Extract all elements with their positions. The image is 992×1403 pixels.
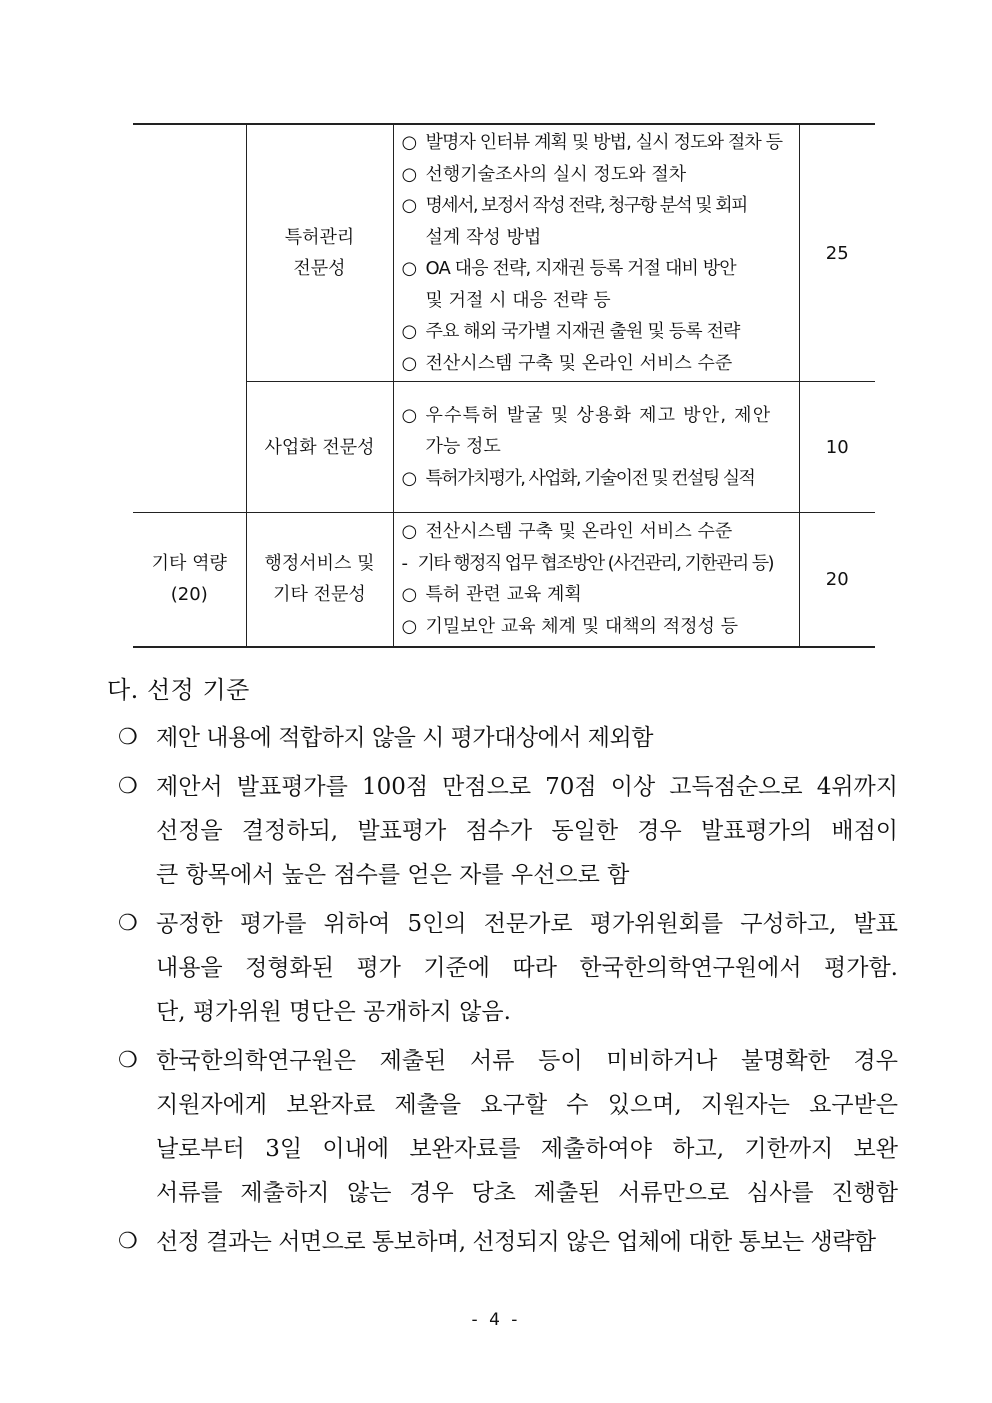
detail-line: ○ 주요 해외 국가별 지재권 출원 및 등록 전략 (402, 316, 793, 348)
list-item-text: 단, 평가위원 명단은 공개하지 않음. (156, 999, 511, 1025)
detail-line: ○ 우수특허 발굴 및 상용화 제고 방안, 제안 (402, 400, 793, 432)
list-item (118, 765, 898, 897)
list-item-text: 서류를 제출하지 않는 경우 당초 제출된 서류만으로 심사를 진행함 (156, 1180, 898, 1206)
circle-bullet-icon: ○ (401, 321, 417, 342)
detail-line: ○ 기밀보안 교육 체계 및 대책의 적정성 등 (402, 611, 793, 643)
item-cell (246, 382, 393, 513)
circle-bullet-icon: ○ (401, 521, 418, 543)
area-cell (133, 124, 246, 513)
detail-line: ○ 전산시스템 구축 및 온라인 서비스 수준 (402, 516, 793, 548)
page-number: - 4 - (471, 1310, 521, 1330)
area-cell (133, 513, 246, 647)
detail-cell (393, 513, 799, 647)
item-label: 기타 전문성 (273, 584, 366, 606)
item-label: 행정서비스 및 (264, 553, 375, 575)
item-cell (246, 124, 393, 382)
section-title: 다. 선정 기준 (107, 676, 250, 704)
evaluation-table (133, 123, 875, 648)
list-item-text: 지원자에게 보완자료 제출을 요구할 수 있으며, 지원자는 요구받은 (156, 1092, 898, 1118)
item-cell (246, 513, 393, 647)
detail-line-continuation: 가능 정도 (425, 436, 501, 458)
item-label: 특허관리 (284, 227, 355, 248)
list-item-text: 큰 항목에서 높은 점수를 얻은 자를 우선으로 함 (156, 862, 630, 888)
detail-line: - 기타 행정직 업무 협조방안 (사건관리, 기한관리 등) (402, 548, 793, 580)
list-item-text: 선정 결과는 서면으로 통보하며, 선정되지 않은 업체에 대한 통보는 생략함 (156, 1229, 876, 1255)
list-item-text: 한국한의학연구원은 제출된 서류 등이 미비하거나 불명확한 경우 (156, 1048, 898, 1074)
detail-line-continuation: 설계 작성 방법 (425, 226, 542, 248)
area-label: 기타 역량 (151, 553, 227, 575)
circle-bullet-icon: ○ (401, 615, 418, 637)
score-cell: 20 (799, 513, 875, 647)
circle-bullet-icon: ○ (401, 258, 417, 279)
circle-bullet-icon: ○ (401, 584, 418, 606)
criteria-list (118, 716, 898, 1269)
circle-bullet-icon: ○ (401, 467, 416, 489)
dash-bullet-icon: - (401, 552, 407, 574)
list-item-text: 제안 내용에 적합하지 않을 시 평가대상에서 제외함 (156, 725, 653, 751)
circle-bullet-icon: ○ (401, 404, 419, 426)
list-item-text: 날로부터 3일 이내에 보완자료를 제출하여야 하고, 기한까지 보완 (156, 1136, 898, 1162)
list-item (118, 902, 898, 1034)
circle-bullet-icon: ○ (401, 195, 416, 216)
detail-line: ○ 명세서, 보정서 작성 전략, 청구항 분석 및 회피 (402, 190, 793, 222)
circle-bullet-icon: ❍ (118, 725, 138, 750)
list-item (118, 1039, 898, 1215)
list-item-text: 공정한 평가를 위하여 5인의 전문가로 평가위원회를 구성하고, 발표 (156, 911, 898, 937)
circle-bullet-icon: ❍ (118, 1229, 138, 1254)
circle-bullet-icon: ○ (401, 163, 418, 185)
list-item-text: 내용을 정형화된 평가 기준에 따라 한국한의학연구원에서 평가함. (156, 955, 898, 981)
detail-cell (393, 382, 799, 513)
list-item-text: 제안서 발표평가를 100점 만점으로 70점 이상 고득점순으로 4위까지 (156, 774, 898, 800)
list-item-text: 선정을 결정하되, 발표평가 점수가 동일한 경우 발표평가의 배점이 (156, 818, 898, 844)
detail-line: ○ 특허가치평가, 사업화, 기술이전 및 컨설팅 실적 (402, 463, 793, 495)
circle-bullet-icon: ❍ (118, 774, 138, 799)
circle-bullet-icon: ○ (401, 132, 417, 153)
detail-line: ○ 전산시스템 구축 및 온라인 서비스 수준 (402, 348, 793, 380)
detail-line: ○ 특허 관련 교육 계획 (402, 579, 793, 611)
detail-line: ○ 선행기술조사의 실시 정도와 절차 (402, 159, 793, 191)
circle-bullet-icon: ❍ (118, 911, 138, 936)
circle-bullet-icon: ○ (401, 352, 418, 374)
area-points: (20) (170, 584, 208, 606)
detail-line-continuation: 및 거절 시 대응 전략 등 (425, 289, 611, 311)
item-label: 사업화 전문성 (264, 436, 375, 458)
detail-cell (393, 124, 799, 382)
circle-bullet-icon: ❍ (118, 1048, 138, 1073)
table-row (133, 513, 875, 647)
list-item (118, 716, 898, 760)
table-row (133, 124, 875, 382)
list-item (118, 1220, 898, 1264)
score-cell: 10 (799, 382, 875, 513)
detail-line: ○ 발명자 인터뷰 계획 및 방법, 실시 정도와 절차 등 (402, 127, 793, 159)
score-cell: 25 (799, 124, 875, 382)
detail-line: ○ OA 대응 전략, 지재권 등록 거절 대비 방안 (402, 253, 793, 285)
item-label: 전문성 (293, 258, 346, 279)
